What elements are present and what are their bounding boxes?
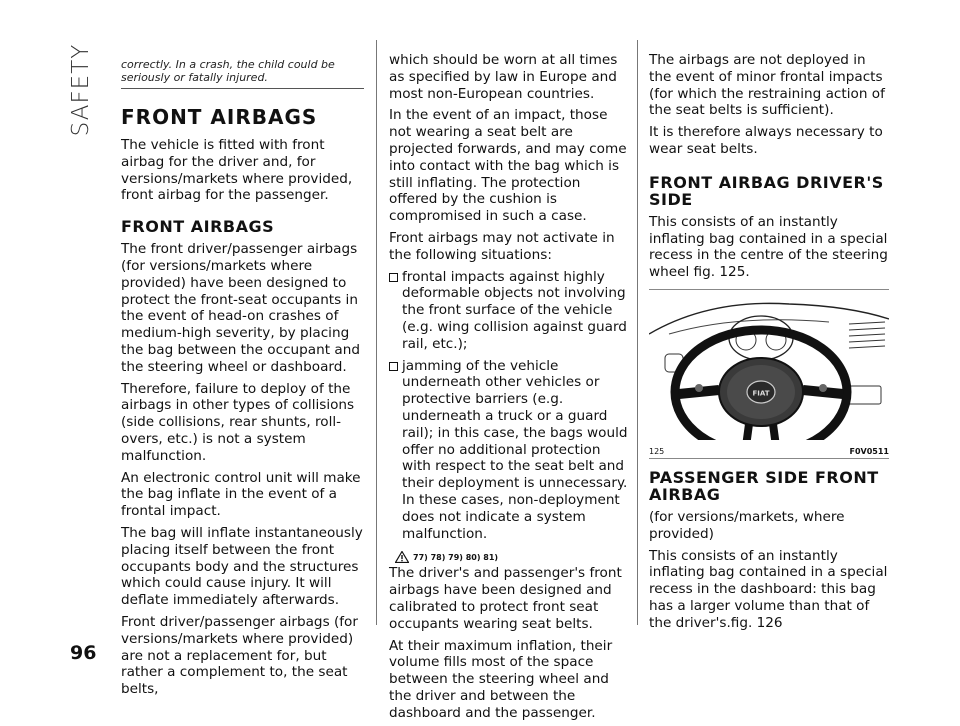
bullet-square-icon xyxy=(389,362,398,371)
subheading-front-airbags: FRONT AIRBAGS xyxy=(121,217,275,237)
steering-wheel-illustration xyxy=(649,294,889,440)
warning-triangle-icon xyxy=(395,551,409,563)
figure-caption xyxy=(649,447,889,456)
paragraph: Front driver/passenger airbags (for versions/markets where provided) are not a replacement for, but rather a complement to, the seat belts, xyxy=(121,613,358,698)
bullet-text: frontal impacts against highly deformable objects not involving the front surface of the vehicle (e.g. wing collision against guard rail, etc.); xyxy=(402,268,627,352)
list-item xyxy=(389,269,632,358)
paragraph: It is therefore always necessary to wear seat belts. xyxy=(649,124,883,157)
figure-125 xyxy=(649,289,889,459)
intro-paragraph: The vehicle is fitted with front airbag for the driver and, for versions/markets where provided, front airbag for the passenger. xyxy=(121,137,353,204)
paragraph: The front driver/passenger airbags (for versions/markets where provided) have been designed to protect the front-seat occupants in the event of head-on crashes of medium-high severity, by placing the bag between the occupant and the steering wheel or dashboard. xyxy=(121,241,360,375)
paragraph: In the event of an impact, those not wearing a seat belt are projected forwards, and may come into contact with the bag which is still inflating. The protection offered by the cushion is compromised in such a case. xyxy=(389,107,627,225)
paragraph: At their maximum inflation, their volume fills most of the space between the steering wheel and the driver and between the dashboard and the passenger. xyxy=(389,637,613,721)
paragraph: (for versions/markets, where provided) xyxy=(649,508,845,542)
section-label-text: SAFETY xyxy=(68,43,94,137)
section-side-label xyxy=(66,40,96,140)
paragraph: This consists of an instantly inflating bag contained in a special recess in the centre of the steering wheel fig. 125. xyxy=(649,213,888,281)
bullet-square-icon xyxy=(389,273,398,282)
column-divider xyxy=(376,40,377,625)
paragraph: which should be worn at all times as specified by law in Europe and most non-European countries. xyxy=(389,52,618,102)
paragraph: The bag will inflate instantaneously placing itself between the front occupants body and the structures which could cause injury. It will deflate immediately afterwards. xyxy=(121,524,363,609)
paragraph: Therefore, failure to deploy of the airbags in other types of collisions (side collisions, rear shunts, roll-overs, etc.) is not a system malfunction. xyxy=(121,380,355,464)
paragraph: This consists of an instantly inflating bag contained in a special recess in the dashboard: this bag has a larger volume than that of the driver's.fig. 126 xyxy=(649,547,888,631)
paragraph: Front airbags may not activate in the following situations: xyxy=(389,229,615,263)
paragraph: The driver's and passenger's front airbags have been designed and calibrated to protect front seat occupants wearing seat belts. xyxy=(389,565,622,632)
page-number: 96 xyxy=(70,642,97,664)
continued-note: correctly. In a crash, the child could be seriously or fatally injured. xyxy=(121,58,364,89)
column-3 xyxy=(649,52,889,637)
warning-ref-numbers: 77) 78) 79) 80) 81) xyxy=(413,552,499,562)
paragraph: The airbags are not deployed in the event of minor frontal impacts (for which the restraining action of the seat belts is sufficient). xyxy=(649,52,885,119)
figure-number: 125 xyxy=(649,446,665,456)
paragraph: An electronic control unit will make the bag inflate in the event of a frontal impact. xyxy=(121,469,361,520)
bullet-text: jamming of the vehicle underneath other vehicles or protective barriers (e.g. underneath a truck or a guard rail); in this case, the bags would offer no additional protection with respect to the seat belt and their deployment is unnecessary. In these cases, non-deployment does not indicate a system malfunction. xyxy=(402,357,628,542)
column-2 xyxy=(389,52,632,726)
section-heading-front-airbags: FRONT AIRBAGS xyxy=(121,105,318,129)
figure-code: F0V0511 xyxy=(849,446,889,456)
warning-references xyxy=(395,551,632,563)
column-divider xyxy=(637,40,638,625)
steering-logo: FIAT xyxy=(752,389,770,398)
column-1 xyxy=(121,40,364,703)
list-item xyxy=(389,358,632,548)
heading-driver-airbag: FRONT AIRBAG DRIVER'S SIDE xyxy=(649,172,884,209)
heading-passenger-airbag: PASSENGER SIDE FRONT AIRBAG xyxy=(649,467,879,504)
